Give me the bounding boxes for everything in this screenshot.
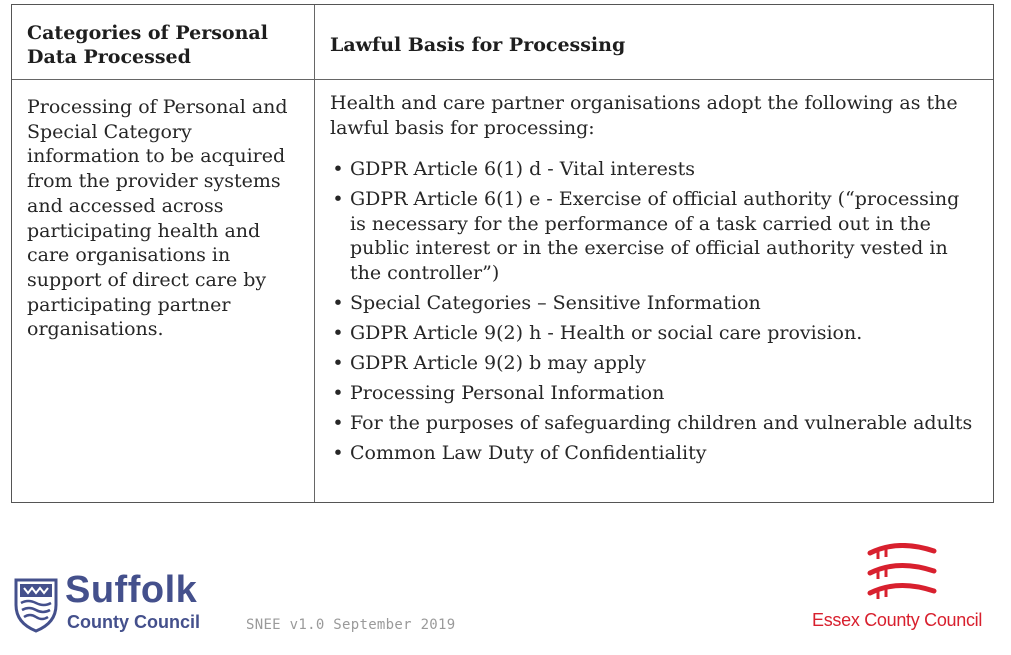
bullet-icon: • bbox=[332, 158, 344, 180]
list-item-text: Processing Personal Information bbox=[350, 381, 665, 404]
suffolk-county-council-logo bbox=[13, 569, 218, 635]
list-item bbox=[330, 411, 980, 436]
list-item bbox=[330, 321, 980, 346]
list-item-text: GDPR Article 9(2) b may apply bbox=[350, 351, 646, 374]
lawful-basis-table bbox=[11, 4, 994, 503]
essex-county-council-logo bbox=[812, 543, 1002, 638]
list-item bbox=[330, 157, 980, 182]
list-item-text: GDPR Article 6(1) d - Vital interests bbox=[350, 158, 695, 180]
document-reference: SNEE v1.0 September 2019 bbox=[246, 617, 456, 633]
list-item bbox=[330, 381, 980, 406]
bullet-icon: • bbox=[332, 291, 344, 314]
list-item-text: Special Categories – Sensitive Information bbox=[350, 291, 761, 314]
list-item-text: Common Law Duty of Confidentiality bbox=[350, 441, 707, 464]
bullet-icon: • bbox=[332, 188, 344, 210]
bullet-icon: • bbox=[332, 411, 344, 434]
bullet-icon: • bbox=[332, 321, 344, 344]
suffolk-logo-subtitle: County Council bbox=[67, 612, 200, 632]
categories-text: Processing of Personal and Special Category information to be acquired from the provider systems and accessed across participating health and care organisations in support of direct care by participating partner organisations. bbox=[27, 96, 288, 341]
essex-logo-name: Essex County Council bbox=[812, 610, 983, 630]
bullet-icon: • bbox=[332, 381, 344, 404]
list-item bbox=[330, 291, 980, 316]
lawful-basis-intro: Health and care partner organisations adopt the following as the lawful basis for processing: bbox=[330, 92, 958, 139]
suffolk-logo-name: Suffolk bbox=[65, 569, 198, 611]
suffolk-crest-icon bbox=[13, 577, 59, 633]
bullet-icon: • bbox=[332, 351, 344, 374]
list-item bbox=[330, 187, 980, 285]
list-item bbox=[330, 441, 980, 466]
bullet-icon: • bbox=[332, 441, 344, 464]
essex-seaxes-icon bbox=[864, 543, 944, 607]
header-lawful-basis: Lawful Basis for Processing bbox=[330, 34, 626, 56]
list-item-text: GDPR Article 6(1) e - Exercise of official authority (“processing is necessary for the performance of a task carried out in the public interest or in the exercise of official authority vested in the controller”) bbox=[350, 188, 960, 284]
header-categories: Categories of Personal Data Processed bbox=[27, 22, 268, 68]
list-item bbox=[330, 351, 980, 376]
lawful-basis-list bbox=[330, 157, 980, 471]
list-item-text: GDPR Article 9(2) h - Health or social care provision. bbox=[350, 321, 863, 344]
header-divider bbox=[12, 79, 993, 80]
list-item-text: For the purposes of safeguarding children and vulnerable adults bbox=[350, 411, 973, 434]
